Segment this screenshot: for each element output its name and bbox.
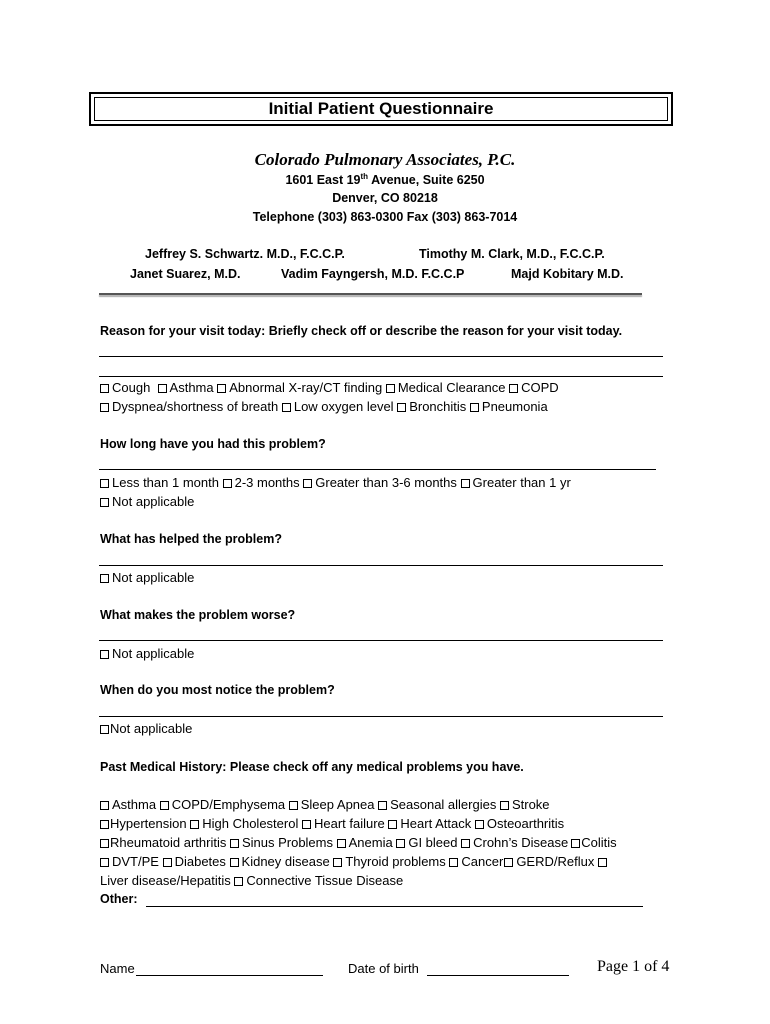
checkbox-copd[interactable]: COPD <box>509 380 559 395</box>
practice-city: Denver, CO 80218 <box>332 191 438 205</box>
checkbox-icon <box>100 725 109 734</box>
checkbox-notice-not-applicable[interactable]: Not applicable <box>100 721 192 736</box>
checkbox-hx-connective-tissue[interactable]: Connective Tissue Disease <box>234 873 403 888</box>
doctor-name: Janet Suarez, M.D. <box>130 267 241 281</box>
notice-question: When do you most notice the problem? <box>100 683 335 697</box>
checkbox-hx-hypertension[interactable]: Hypertension <box>100 816 187 831</box>
checkbox-less-than-1-month[interactable]: Less than 1 month <box>100 475 219 490</box>
checkbox-helped-not-applicable[interactable]: Not applicable <box>100 570 194 585</box>
checkbox-3-6-months[interactable]: Greater than 3-6 months <box>303 475 457 490</box>
checkbox-icon <box>100 801 109 810</box>
checkbox-icon <box>100 479 109 488</box>
checkbox-icon <box>100 498 109 507</box>
helped-question: What has helped the problem? <box>100 532 282 546</box>
checkbox-icon <box>163 858 172 867</box>
history-row-5 <box>100 873 403 888</box>
other-input-line[interactable] <box>146 906 643 907</box>
checkbox-hx-heart-failure[interactable]: Heart failure <box>302 816 385 831</box>
practice-address: 1601 East 19th Avenue, Suite 6250 <box>285 172 485 188</box>
checkbox-hx-kidney-disease[interactable]: Kidney disease <box>230 854 330 869</box>
checkbox-low-oxygen[interactable]: Low oxygen level <box>282 399 394 414</box>
checkbox-2-3-months[interactable]: 2-3 months <box>223 475 300 490</box>
checkbox-icon <box>337 839 346 848</box>
checkbox-icon <box>449 858 458 867</box>
checkbox-icon <box>571 839 580 848</box>
checkbox-hx-colitis[interactable]: Colitis <box>568 835 616 850</box>
checkbox-hx-liver-disease[interactable] <box>598 854 610 869</box>
checkbox-hx-cancer[interactable]: Cancer <box>449 854 503 869</box>
checkbox-hx-copd[interactable]: COPD/Emphysema <box>160 797 285 812</box>
practice-phone: Telephone (303) 863-0300 Fax (303) 863-7014 <box>252 210 518 224</box>
checkbox-icon <box>100 384 109 393</box>
checkbox-abnormal-xray[interactable]: Abnormal X-ray/CT finding <box>217 380 382 395</box>
worse-answer-line[interactable] <box>99 640 663 641</box>
checkbox-medical-clearance[interactable]: Medical Clearance <box>386 380 506 395</box>
checkbox-icon <box>230 839 239 848</box>
checkbox-icon <box>461 479 470 488</box>
checkbox-icon <box>470 403 479 412</box>
dob-label: Date of birth <box>348 961 419 976</box>
checkbox-icon <box>100 820 109 829</box>
checkbox-icon <box>234 877 243 886</box>
checkbox-hx-stroke[interactable]: Stroke <box>500 797 550 812</box>
checkbox-duration-not-applicable[interactable]: Not applicable <box>100 494 194 509</box>
worse-question: What makes the problem worse? <box>100 608 296 622</box>
checkbox-icon <box>378 801 387 810</box>
checkbox-worse-not-applicable[interactable]: Not applicable <box>100 646 194 661</box>
checkbox-icon <box>475 820 484 829</box>
practice-name: Colorado Pulmonary Associates, P.C. <box>254 150 516 169</box>
other-label: Other: <box>100 892 138 906</box>
name-label: Name <box>100 961 135 976</box>
checkbox-icon <box>386 384 395 393</box>
checkbox-icon <box>217 384 226 393</box>
dob-input-line[interactable] <box>427 975 569 976</box>
doctor-name: Jeffrey S. Schwartz. M.D., F.C.C.P. <box>145 247 345 261</box>
checkbox-hx-high-cholesterol[interactable]: High Cholesterol <box>190 816 298 831</box>
checkbox-hx-rheumatoid-arthritis[interactable]: Rheumatoid arthritis <box>100 835 226 850</box>
checkbox-hx-sleep-apnea[interactable]: Sleep Apnea <box>289 797 375 812</box>
reason-answer-line-2[interactable] <box>99 376 663 377</box>
checkbox-hx-heart-attack[interactable]: Heart Attack <box>388 816 471 831</box>
checkbox-icon <box>100 403 109 412</box>
history-row-3 <box>100 835 617 850</box>
checkbox-icon <box>289 801 298 810</box>
doctor-name: Majd Kobitary M.D. <box>511 267 624 281</box>
checkbox-hx-osteoarthritis[interactable]: Osteoarthritis <box>475 816 564 831</box>
helped-answer-line[interactable] <box>99 565 663 566</box>
checkbox-icon <box>160 801 169 810</box>
checkbox-hx-thyroid-problems[interactable]: Thyroid problems <box>333 854 445 869</box>
header-divider <box>99 293 642 295</box>
checkbox-pneumonia[interactable]: Pneumonia <box>470 399 548 414</box>
checkbox-icon <box>100 574 109 583</box>
checkbox-icon <box>397 403 406 412</box>
hx-liver-disease-label: Liver disease/Hepatitis <box>100 873 231 888</box>
duration-answer-line[interactable] <box>99 469 656 470</box>
reason-answer-line-1[interactable] <box>99 356 663 357</box>
history-row-1 <box>100 797 550 812</box>
checkbox-hx-dvt-pe[interactable]: DVT/PE <box>100 854 159 869</box>
history-row-4 <box>100 854 610 869</box>
checkbox-hx-diabetes[interactable]: Diabetes <box>163 854 226 869</box>
checkbox-icon <box>230 858 239 867</box>
checkbox-hx-anemia[interactable]: Anemia <box>337 835 393 850</box>
form-title: Initial Patient Questionnaire <box>94 97 668 121</box>
checkbox-hx-seasonal-allergies[interactable]: Seasonal allergies <box>378 797 496 812</box>
history-row-2 <box>100 816 564 831</box>
checkbox-icon <box>461 839 470 848</box>
checkbox-greater-than-1-yr[interactable]: Greater than 1 yr <box>461 475 571 490</box>
doctor-name: Vadim Fayngersh, M.D. F.C.C.P <box>281 267 465 281</box>
checkbox-icon <box>509 384 518 393</box>
history-question: Past Medical History: Please check off any medical problems you have. <box>100 760 524 774</box>
name-input-line[interactable] <box>136 975 323 976</box>
doctor-name: Timothy M. Clark, M.D., F.C.C.P. <box>419 247 605 261</box>
checkbox-bronchitis[interactable]: Bronchitis <box>397 399 466 414</box>
reason-options-row-1 <box>100 380 559 395</box>
notice-answer-line[interactable] <box>99 716 663 717</box>
checkbox-icon <box>388 820 397 829</box>
checkbox-dyspnea[interactable]: Dyspnea/shortness of breath <box>100 399 278 414</box>
checkbox-icon <box>598 858 607 867</box>
checkbox-icon <box>303 479 312 488</box>
checkbox-icon <box>282 403 291 412</box>
reason-question: Reason for your visit today: Briefly check off or describe the reason for your visit today. <box>100 324 623 338</box>
duration-question: How long have you had this problem? <box>100 437 326 451</box>
page-number: Page 1 of 4 <box>597 958 670 975</box>
checkbox-icon <box>100 650 109 659</box>
checkbox-asthma[interactable]: Asthma <box>158 380 214 395</box>
checkbox-icon <box>500 801 509 810</box>
title-box <box>89 92 673 126</box>
checkbox-icon <box>100 858 109 867</box>
checkbox-icon <box>396 839 405 848</box>
checkbox-icon <box>100 839 109 848</box>
checkbox-cough[interactable]: Cough <box>100 380 150 395</box>
checkbox-hx-crohns[interactable]: Crohn’s Disease <box>461 835 568 850</box>
checkbox-hx-asthma[interactable]: Asthma <box>100 797 156 812</box>
checkbox-icon <box>302 820 311 829</box>
checkbox-hx-sinus-problems[interactable]: Sinus Problems <box>230 835 333 850</box>
checkbox-icon <box>190 820 199 829</box>
checkbox-icon <box>158 384 167 393</box>
duration-options-row-1 <box>100 475 571 490</box>
checkbox-hx-gi-bleed[interactable]: GI bleed <box>396 835 457 850</box>
reason-options-row-2 <box>100 399 548 414</box>
checkbox-icon <box>333 858 342 867</box>
checkbox-hx-gerd-reflux[interactable]: GERD/Reflux <box>503 854 594 869</box>
checkbox-icon <box>223 479 232 488</box>
checkbox-icon <box>504 858 513 867</box>
